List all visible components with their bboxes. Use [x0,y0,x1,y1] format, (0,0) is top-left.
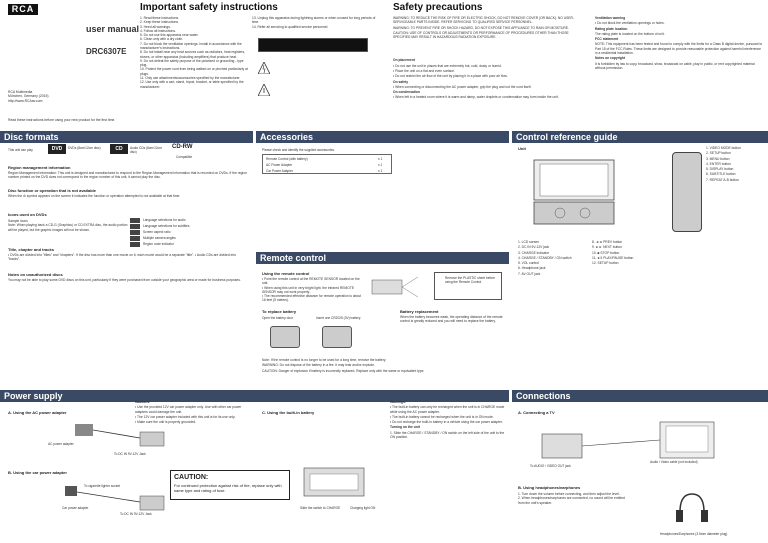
list-item: 11. Only use attachments/accessories specified by the manufacturer. [140,75,241,80]
list-item: 4. Follow all instructions. [140,28,176,33]
rca-logo: RCA [8,4,38,15]
list-item: 10. Protect the power cord from being walked on or pinched particularly at plugs. [140,67,248,76]
power-bar: Power supply [0,390,509,402]
headphones-label: Headphones/Earphones (3.5mm diameter plug) [660,532,728,536]
important-list-col1 [140,16,248,126]
fcc-text: Ventilation warning • Do not block the ventilation openings or holes. Rating plate location The rating plate is located on the bottom of unit. FCC statement NOTE: This equipment has been tested and found to comply with the limits for a Class B digital device, pursuant to Part 15 of the FCC Rules. These limits are designed to provide reasonable protection against harmful interference in a residential installation. Notes on copyright It is forbidden by law to copy, broadcast, show, broadcast on cable, play in public, or rent copyrighted material without permission. [595,16,763,70]
remote-back-image [270,326,300,348]
using-remote-title: Using the remote control [262,271,310,276]
list-item: 9. Do not defeat the safety purpose of the polarized or grounding - type plug. [140,58,244,68]
charging-label: Charging light ON [350,506,376,510]
battery-replace-text: When the battery becomes weak, the operating distance of the remote control is greatly reduced and you will need to replace the battery. [400,315,503,324]
accessory-count: x 1 [378,157,383,161]
av-cable-label: Audio / Video cable (not included) [650,460,698,464]
list-item: 6. Clean only with a dry cloth. [140,37,184,42]
ac-adapter-label: AC power adapter [48,442,74,446]
control-labels-left: 1. LCD screen 2. DC IN 9V-12V jack 3. CHARGE indicator 4. CHARGE / STANDBY / ON switch 5. VOL control 6. Headphone jack 7. AV OUT jack [518,240,572,276]
accessory-count: x 1 [378,169,383,173]
car-adapter-label: Car power adapter [62,506,89,510]
power-a-title: A. Using the AC power adapter [8,410,67,415]
using-remote-text: • Point the remote control at the REMOTE SENSOR located on the unit. • When using this unit in very bright light, the infrared REMOTE SENSOR may not work properly. • The recommended effective distance for remote operation is about 16 feet (5 meters). [262,277,362,303]
accessories-intro: Please check and identify the supplied accessories. [262,148,335,152]
model-number: DRC6307E [86,47,127,56]
headphone-text: 1. Turn down the volume before connecting, and then adjust the level. 2. When headphones/earphones are connected, no sound will be emitted from the unit's speaker. [518,492,625,505]
cd-label: Audio CDs (8cm/12cm disc) [130,146,162,154]
dc-in-label: To DC IN 9V-12V Jack [114,452,146,456]
icons-title: Icons used on DVDs [8,212,47,217]
control-bar: Control reference guide [512,131,768,143]
func-title: Disc function or operation that is not available [8,188,97,193]
important-list-col2 [252,16,382,126]
icon-legend: Language selections for audio Language selections for subtitles Screen aspect ratio Multiple camera angles Region code indicator [130,218,250,246]
lighter-label: To cigarette lighter socket [84,484,121,488]
plastic-sheet-note: Remove the PLASTIC sheet before using the Remote Control. [434,272,502,300]
safety-text: WARNING: TO REDUCE THE RISK OF FIRE OR ELECTRIC SHOCK, DO NOT REMOVE COVER (OR BACK). NO USER-SERVICEABLE PARTS INSIDE. REFER SERVICING TO QUALIFIED SERVICE PERSONNEL. WARNING: TO PREVENT FIRE OR SHOCK HAZARD, DO NOT EXPOSE THIS APPLIANCE TO RAIN OR MOISTURE. CAUTION: USE OF CONTROLS OR ADJUSTMENTS OR PERFORMANCE OF PROCEDURES OTHER THAN THOSE SPECIFIED MAY RESULT IN HAZARDOUS RADIATION EXPOSURE. On placement • Do not use the unit in places that are extremely hot, cold, dusty or humid. • Place the unit on a flat and even surface. • Do not restrict the air flow of the unit by placing it in a place with poor air flow. On safety • When connecting or disconnecting the AC power adapter, grip the plug and not the cord itself. On condensation • When left in a heated room where it is warm and damp, water droplets or condensation may form inside the unit. [393,16,574,100]
manual-label: user manual [86,24,140,34]
connect-a-title: A. Connecting a TV [518,410,555,415]
list-item: 7. Do not block the ventilation openings. Install in accordance with the manufacturer's instructions. [140,41,242,50]
accessory-item: AC Power Adapter [266,163,293,167]
important-title: Important safety instructions [140,2,278,13]
fuse-caution-box: CAUTION: For continued protection against risk of fire, replace only with same type and rating of fuse. [170,470,290,500]
headphones-icon [672,488,712,528]
remote-diagram [672,152,702,232]
accessory-count: x 1 [378,163,383,167]
accessory-item: Remote Control (with battery) [266,157,308,161]
region-text: Region Management Information: This unit is designed and manufactured to respond to the Region Management Information that is recorded on DVDs. If the region number printed on the DVD does not correspond to the region number of this unit, it cannot play the disc. [8,171,247,180]
title-chapter-title: Title, chapter and tracks [8,247,54,252]
tv-out-label: To AUDIO / VIDEO OUT jack [530,464,571,468]
accessory-item: Car Power Adapter [266,169,293,173]
caution-banner [258,38,368,52]
title-chapter-text: • DVDs are divided into "titles" and "chapters". If the disc has more than one movie on it, each movie would be a separate "title". • Audio CDs are divided into "tracks". [8,253,236,262]
battery-replace-title: Battery replacement [400,309,439,314]
control-labels-right: 1. VIDEO MODE button 2. SETUP button 3. MENU button 4. ENTER button 5. DISPLAY button 6. SUBTITLE button 7. REPEAT A-B button [706,146,741,182]
disc-formats-bar: Disc formats [0,131,253,143]
unit-can-play: This unit can play [8,148,33,152]
accessories-box [262,154,392,174]
battery-step2: Insert one CR2025 (3V) battery. [316,316,361,320]
cdrw-logo-icon: CD-RW [172,144,193,150]
remote-sensor-diagram [370,272,420,298]
unit-label: Unit [518,146,526,151]
company-address: RCA Multimedia München, Germany (2015) http://www.RCAav.com [8,90,49,103]
power-c-title: C. Using the built-in battery [262,410,315,415]
power-b-title: B. Using the car power adapter [8,470,67,475]
car-dc-label: To DC IN 9V-12V Jack [120,512,152,516]
notes-unauth-title: Notes on unauthorized discs [8,272,63,277]
remote-battery-image [322,326,352,348]
list-item: 5. Do not use this apparatus near water. [140,33,199,38]
list-item: 14. Refer all servicing to qualified service personnel. [252,24,329,29]
list-item: 12. Use only with a cart, stand, tripod, bracket, or table specified by the manufacturer. [140,80,244,89]
power-cautions: Cautions: • Use the provided 12V car power adapter only. Use with other car power adapters could damage the unit. • The 12V car power adapter included with this unit is for its use only. • Make sure the unit is properly grounded. [135,400,242,425]
dvd-logo-icon: DVD [48,144,66,154]
list-item: 2. Keep these instructions. [140,20,179,25]
battery-warnings: Warnings: • The built-in battery can only be recharged when the unit is in CHARGE mode while using the AC power adapter. • The built-in battery cannot be recharged when the unit is in ON mode. • Do not recharge the built-in battery in a vehicle using the car power adapter. Turning on the unit 1. Slide the CHARGE / STANDBY / ON switch on the left side of the unit to the ON position. [390,400,505,439]
connections-bar: Connections [512,390,768,402]
battery-step1: Open the battery door [262,316,294,320]
remote-notes: Note: If the remote control is no longer to be used for a long time, remove the battery. WARNING: Do not dispose of the battery in a fire. It may leak and/or explode. CAUTION: Danger of explosion if battery is incorrectly replaced. Replace only with the same or equivalent type. [262,358,425,373]
safety-title: Safety precautions [393,2,483,13]
control-labels-mid: 8. ◄◄ PREV button 9. ►► NEXT button 10. ■ STOP button 11. ►II PLAY/PAUSE button 12. SETUP button [592,240,634,266]
list-item: 1. Read these instructions. [140,16,180,20]
accessories-bar: Accessories [256,131,509,143]
list-item: 3. Heed all warnings. [140,24,171,29]
list-item: 8. Do not install near any heat sources such as radiators, heat registers, stoves, or other apparatus (including amplifiers) that produce heat. [140,50,246,59]
cdrw-label: Compatible [176,155,193,159]
connect-b-title: B. Using headphones/earphones [518,485,581,490]
func-text: When the ⊘ symbol appears on the screen it indicates the function or operation attempted is not available at that time. [8,194,181,198]
remote-bar: Remote control [256,252,509,264]
read-first-note: Read these instructions before using your new product for the first time. [8,118,116,122]
exclamation-icon [258,84,270,96]
icons-text: Sample icons Note: When playing back a CD-G (Graphics) or CD EXTRA disc, the audio portion will be played, but the graphic images will not be shown. [8,219,128,232]
list-item: 13. Unplug this apparatus during lightning storms or when unused for long periods of time. [252,16,376,25]
lightning-icon [258,62,270,74]
battery-install-title: To replace battery [262,309,297,314]
unit-diagram [530,158,650,228]
battery-diagram [300,462,370,502]
region-title: Region management information [8,165,71,170]
notes-unauth-text: You may not be able to play some DVD discs on this unit, particularly if they were purchased from outside your geographic area or made for business purposes. [8,278,241,282]
cd-logo-icon: CD [110,144,128,154]
slide-label: Slide the switch to CHARGE [300,506,341,510]
dvd-label: DVDs (8cm/12cm disc) [68,146,101,150]
